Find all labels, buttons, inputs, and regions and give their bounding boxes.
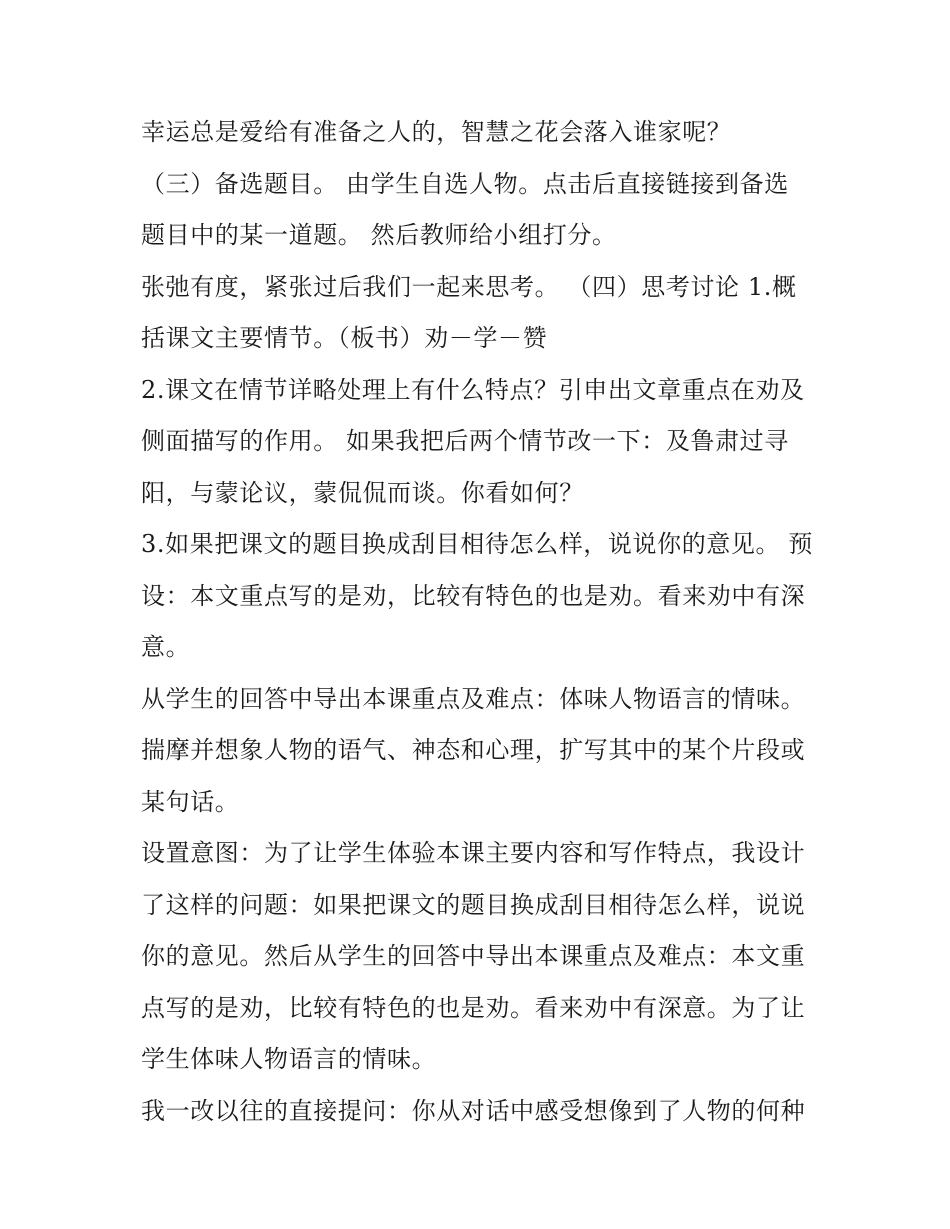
text-line: 设：本文重点写的是劝，比较有特色的也是劝。看来劝中有深	[141, 581, 806, 610]
text-line: 学生体味人物语言的情味。	[141, 1045, 437, 1073]
text-line: 点写的是劝，比较有特色的也是劝。看来劝中有深意。为了让	[141, 993, 806, 1022]
text-line: 张弛有度，紧张过后我们一起来思考。 （四）思考讨论 1.概	[141, 272, 797, 301]
text-line: 括课文主要情节。（板书）劝－学－赞	[141, 324, 548, 352]
text-line: 题目中的某一道题。 然后教师给小组打分。	[141, 221, 617, 249]
text-line: 你的意见。然后从学生的回答中导出本课重点及难点：本文重	[141, 942, 806, 970]
text-line: 2.课文在情节详略处理上有什么特点？引申出文章重点在劝及	[141, 375, 805, 404]
text-line: 设置意图：为了让学生体验本课主要内容和写作特点，我设计	[141, 839, 806, 867]
text-line: 侧面描写的作用。 如果我把后两个情节改一下：及鲁肃过寻	[141, 427, 789, 455]
text-line: 从学生的回答中导出本课重点及难点：体味人物语言的情味。	[141, 684, 806, 713]
text-line: 某句话。	[141, 787, 240, 816]
text-line: 我一改以往的直接提问：你从对话中感受想像到了人物的何种	[141, 1096, 806, 1125]
document-body	[141, 107, 821, 1137]
text-line: 了这样的问题：如果把课文的题目换成刮目相待怎么样，说说	[141, 890, 806, 919]
text-line: （三）备选题目。 由学生自选人物。点击后直接链接到备选	[141, 169, 789, 198]
text-line: 揣摩并想象人物的语气、神态和心理，扩写其中的某个片段或	[141, 736, 806, 764]
text-line: 阳，与蒙论议，蒙侃侃而谈。你看如何？	[141, 478, 584, 507]
text-line: 3.如果把课文的题目换成刮目相待怎么样，说说你的意见。 预	[141, 530, 813, 558]
text-line: 幸运总是爱给有准备之人的，智慧之花会落入谁家呢？	[141, 118, 732, 146]
text-line: 意。	[141, 633, 191, 661]
